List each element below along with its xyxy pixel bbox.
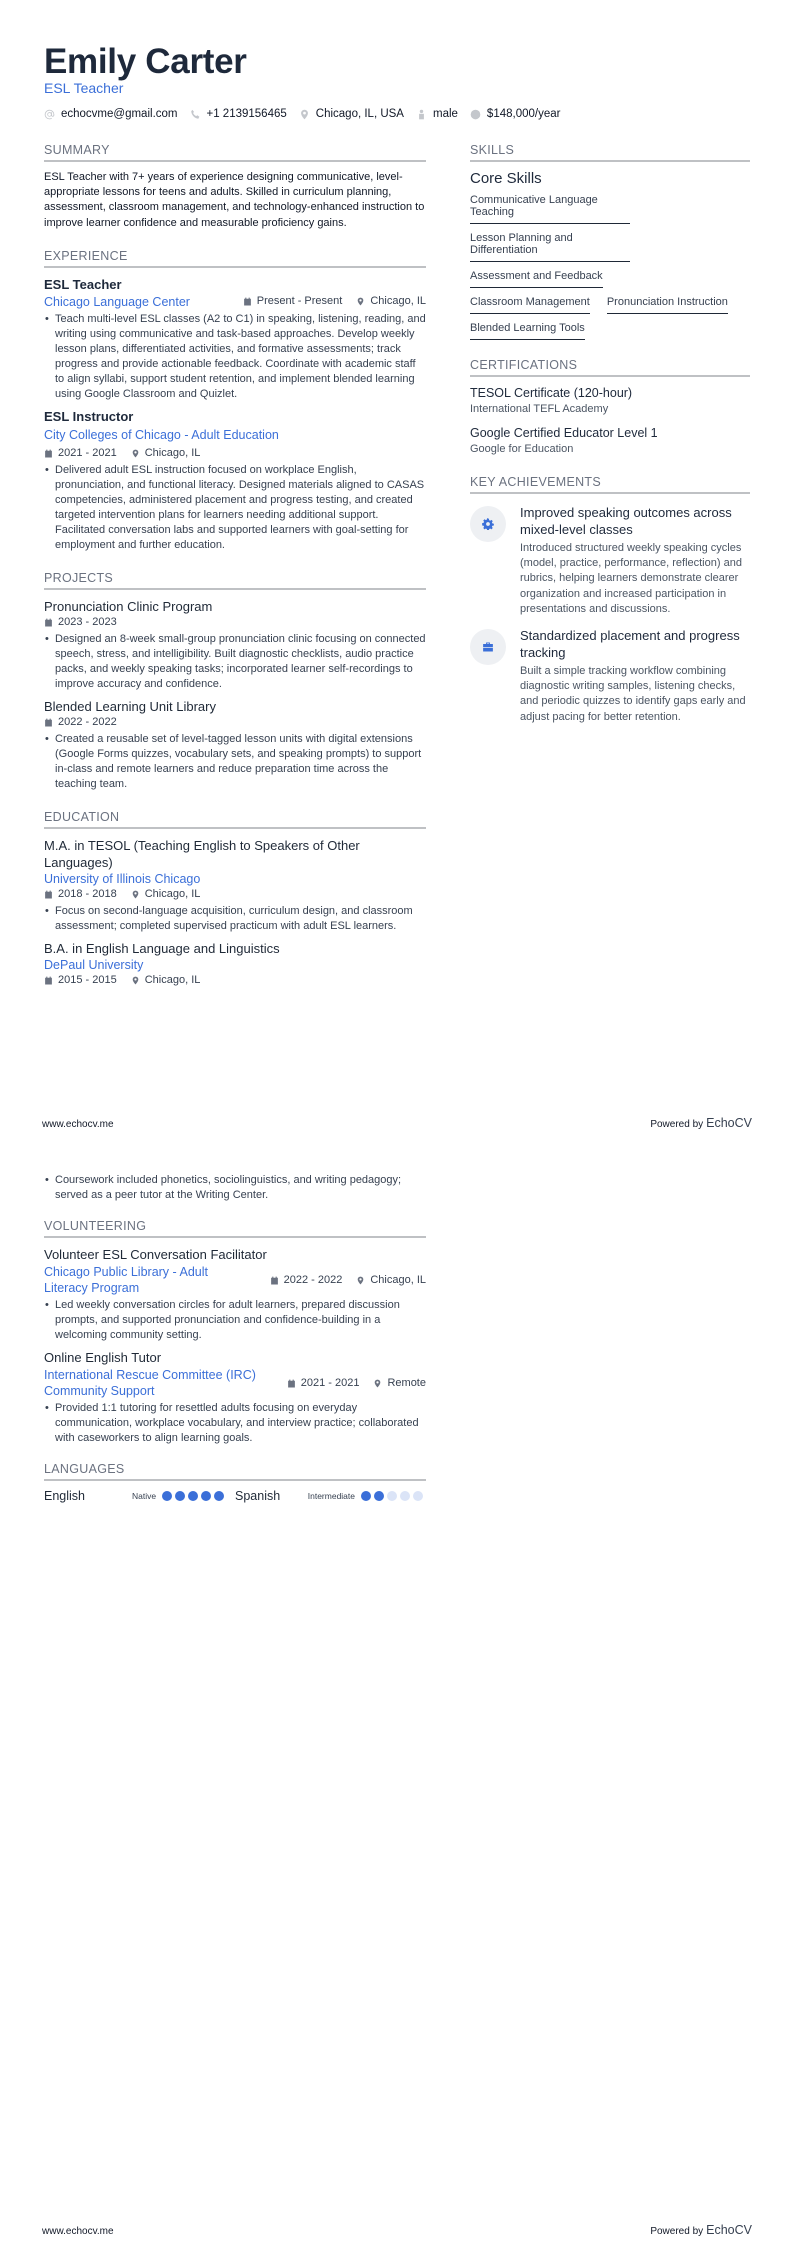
project-dates: 2022 - 2022 [58,715,117,728]
project-item [44,698,426,792]
skill-tag: Pronunciation Instruction [607,292,728,314]
volunteer-organization: Chicago Public Library - Adult Literacy Program [44,1265,208,1295]
job-title: ESL Instructor [44,408,134,424]
volunteering-item [44,1246,426,1343]
certification-issuer: International TEFL Academy [470,403,609,415]
volunteer-org-row [44,1264,426,1296]
proficiency-dot-empty [413,1491,423,1501]
footer-site-link[interactable]: www.echocv.me [42,2226,114,2237]
volunteer-location: Remote [387,1376,426,1389]
project-title: Pronunciation Clinic Program [44,598,213,614]
proficiency-dot-filled [361,1491,371,1501]
achievements-section [470,475,750,725]
section-heading-education: EDUCATION [44,810,426,829]
project-title: Blended Learning Unit Library [44,698,216,714]
location-pin-icon [131,890,140,899]
powered-by-label: Powered by [650,1119,704,1130]
proficiency-dot-filled [188,1491,198,1501]
proficiency-dot-filled [201,1491,211,1501]
skills-group-title: Core Skills [470,170,542,187]
achievement-description: Introduced structured weekly speaking cycles (model, practice, performance, reflection) and rubrics, helping learners demonstrate clearer organization and increased participation in presentations and discussions. [520,542,742,615]
achievement-item [470,504,750,617]
school-name: University of Illinois Chicago [44,871,201,886]
languages-list [44,1489,426,1503]
proficiency-dot-filled [214,1491,224,1501]
education-meta [44,973,426,988]
education-description: • Focus on second-language acquisition, curriculum design, and classroom assessment; completed supervised practicum with adult ESL learners. [44,904,426,934]
school-name: DePaul University [44,957,144,972]
calendar-icon [243,297,252,306]
volunteer-dates: 2021 - 2021 [300,1376,360,1389]
volunteer-role: Volunteer ESL Conversation Facilitator [44,1247,267,1262]
education-meta [44,887,426,902]
education-location: Chicago, IL [144,973,201,986]
volunteer-description: • Led weekly conversation circles for adult learners, prepared discussion prompts, and supported pronunciation and confidence-building in a welcoming community setting. [44,1298,426,1343]
calendar-icon [287,1379,296,1388]
proficiency-dot-filled [162,1491,172,1501]
briefcase-icon [470,629,506,665]
contact-location [299,108,404,120]
contact-phone-text: +1 2139156465 [206,108,287,120]
calendar-icon [270,1276,279,1285]
skill-tag: Blended Learning Tools [470,318,585,340]
job-org-row [44,294,426,310]
calendar-icon [44,449,53,458]
location-pin-icon [356,1276,365,1285]
language-name: Spanish [235,1489,281,1503]
volunteer-org-row [44,1367,426,1399]
left-column-continued [44,1171,426,1503]
job-meta [243,294,426,309]
project-meta [44,615,426,630]
volunteer-role: Online English Tutor [44,1350,162,1365]
page-footer [42,2223,752,2237]
person-icon [416,109,427,120]
language-proficiency-dots [162,1491,227,1501]
achievement-description: Built a simple tracking workflow combining diagnostic writing samples, listening checks, and periodic quizzes to identify gaps early and adjust pacing for better retention. [520,665,746,723]
section-heading-projects: PROJECTS [44,571,426,590]
contact-phone[interactable] [190,108,287,120]
degree-title: M.A. in TESOL (Teaching English to Speakers of Other Languages) [44,837,360,870]
location-pin-icon [131,449,140,458]
education-description: • Coursework included phonetics, sociolinguistics, and writing pedagogy; served as a peer tutor at the Writing Center. [44,1173,426,1203]
skill-tag: Assessment and Feedback [470,266,603,288]
skill-tag: Lesson Planning and Differentiation [470,228,630,262]
proficiency-dot-filled [175,1491,185,1501]
summary-text: ESL Teacher with 7+ years of experience designing communicative, level-appropriate lessons for teens and adults. Skilled in curriculum planning, assessment, classroom management, and technology-enhanced instruction to improve learner confidence and measurable proficiency gains. [44,171,425,229]
proficiency-dot-empty [400,1491,410,1501]
education-dates: 2018 - 2018 [58,887,117,900]
volunteering-section [44,1219,426,1446]
job-organization: Chicago Language Center [44,294,190,309]
section-heading-certifications: CERTIFICATIONS [470,358,750,377]
candidate-title: ESL Teacher [44,80,124,96]
section-heading-experience: EXPERIENCE [44,249,426,268]
contact-bar [44,108,572,120]
skill-tag: Classroom Management [470,292,590,314]
contact-email[interactable] [44,108,178,120]
certification-title: TESOL Certificate (120-hour) [470,386,633,400]
project-item [44,598,426,692]
section-heading-skills: SKILLS [470,143,750,162]
section-heading-achievements: KEY ACHIEVEMENTS [470,475,750,494]
skills-list [470,190,750,344]
project-meta [44,715,426,730]
contact-gender-text: male [432,108,458,120]
location-pin-icon [131,976,140,985]
certification-title: Google Certified Educator Level 1 [470,426,658,440]
volunteer-description: • Provided 1:1 tutoring for resettled adults focusing on everyday communication, workplace vocabulary, and interview practice; collaborated with caseworkers to align learning goals. [44,1401,426,1446]
section-heading-summary: SUMMARY [44,143,426,162]
job-location: Chicago, IL [144,446,201,459]
summary-section [44,143,426,231]
contact-gender [416,108,458,120]
education-item [44,837,426,934]
footer-powered-by [650,2223,752,2237]
footer-site-link[interactable]: www.echocv.me [42,1119,114,1130]
left-column [44,143,426,994]
powered-by-label: Powered by [650,2226,704,2237]
language-proficiency-dots [361,1491,426,1501]
candidate-name: Emily Carter [44,42,247,81]
achievement-item [470,627,750,725]
languages-section [44,1462,426,1503]
job-dates: Present - Present [256,295,343,308]
resume-page-2 [0,1123,794,2246]
projects-section [44,571,426,792]
experience-item [44,408,426,553]
section-heading-languages: LANGUAGES [44,1462,426,1481]
contact-salary-text: $148,000/year [486,108,561,120]
contact-salary [470,108,561,120]
certification-issuer: Google for Education [470,443,574,455]
calendar-icon [44,976,53,985]
language-level: Native [132,1491,157,1501]
proficiency-dot-empty [387,1491,397,1501]
location-pin-icon [373,1379,382,1388]
education-dates: 2015 - 2015 [58,973,117,986]
degree-title: B.A. in English Language and Linguistics [44,940,280,956]
skill-tag: Communicative Language Teaching [470,190,630,224]
job-meta [44,446,426,461]
gear-icon [470,506,506,542]
footer-brand[interactable]: EchoCV [706,1116,752,1130]
volunteer-organization: International Rescue Committee (IRC) Community Support [44,1368,256,1398]
at-icon [44,109,55,120]
language-item [44,1489,235,1503]
right-column [470,143,750,735]
calendar-icon [44,890,53,899]
contact-location-text: Chicago, IL, USA [315,108,404,120]
project-description: • Created a reusable set of level-tagged lesson units with digital extensions (Google Forms quizzes, vocabulary sets, and speaking prompts) to support in-class and remote learners and reduce preparation time across the teaching team. [44,732,426,792]
phone-icon [190,109,201,120]
achievement-title: Standardized placement and progress tracking [520,628,740,661]
volunteer-meta [270,1273,426,1288]
section-heading-volunteering: VOLUNTEERING [44,1219,426,1238]
volunteer-location: Chicago, IL [370,1273,426,1286]
language-item [235,1489,426,1503]
location-pin-icon [356,297,365,306]
project-dates: 2023 - 2023 [58,615,117,628]
education-item [44,940,426,988]
calendar-icon [44,718,53,727]
volunteer-dates: 2022 - 2022 [283,1273,343,1286]
contact-email-text: echocvme@gmail.com [61,108,178,120]
job-description: • Teach multi-level ESL classes (A2 to C1) in speaking, listening, reading, and writing using communicative and task-based approaches. Develop weekly lesson plans, differentiated activities, and formative assessments; track progress and provide actionable feedback. Coordinate with academic staff to align syllabi, support student retention, and implement blended learning using Google Classroom and Quizlet. [44,312,426,402]
location-pin-icon [299,109,310,120]
certifications-section [470,358,750,457]
job-dates: 2021 - 2021 [58,446,117,459]
experience-item [44,276,426,402]
job-location: Chicago, IL [370,295,426,308]
calendar-icon [44,618,53,627]
experience-section [44,249,426,553]
language-level: Intermediate [307,1491,355,1501]
language-name: English [44,1489,85,1503]
project-description: • Designed an 8-week small-group pronunciation clinic focusing on connected speech, stress, and intelligibility. Built diagnostic checklists, audio practice packs, and weekly speaking tasks; incorporated learner self-recordings to improve accuracy and confidence. [44,632,426,692]
job-organization: City Colleges of Chicago - Adult Education [44,427,279,442]
education-location: Chicago, IL [144,887,201,900]
job-description: • Delivered adult ESL instruction focused on workplace English, pronunciation, and functional literacy. Designed materials aligned to CASAS competencies, administered placement and progress testing, and created targeted intervention plans for learners needing additional support. Facilitated conversation labs and supported learners with goal-setting for employment and further education. [44,463,426,553]
achievement-title: Improved speaking outcomes across mixed-level classes [520,505,732,537]
footer-brand[interactable]: EchoCV [706,2223,752,2237]
proficiency-dot-filled [374,1491,384,1501]
education-section [44,810,426,988]
volunteer-meta [287,1376,426,1391]
volunteering-item [44,1349,426,1446]
skills-section [470,143,750,344]
salary-icon [470,109,481,120]
job-title: ESL Teacher [44,276,122,292]
